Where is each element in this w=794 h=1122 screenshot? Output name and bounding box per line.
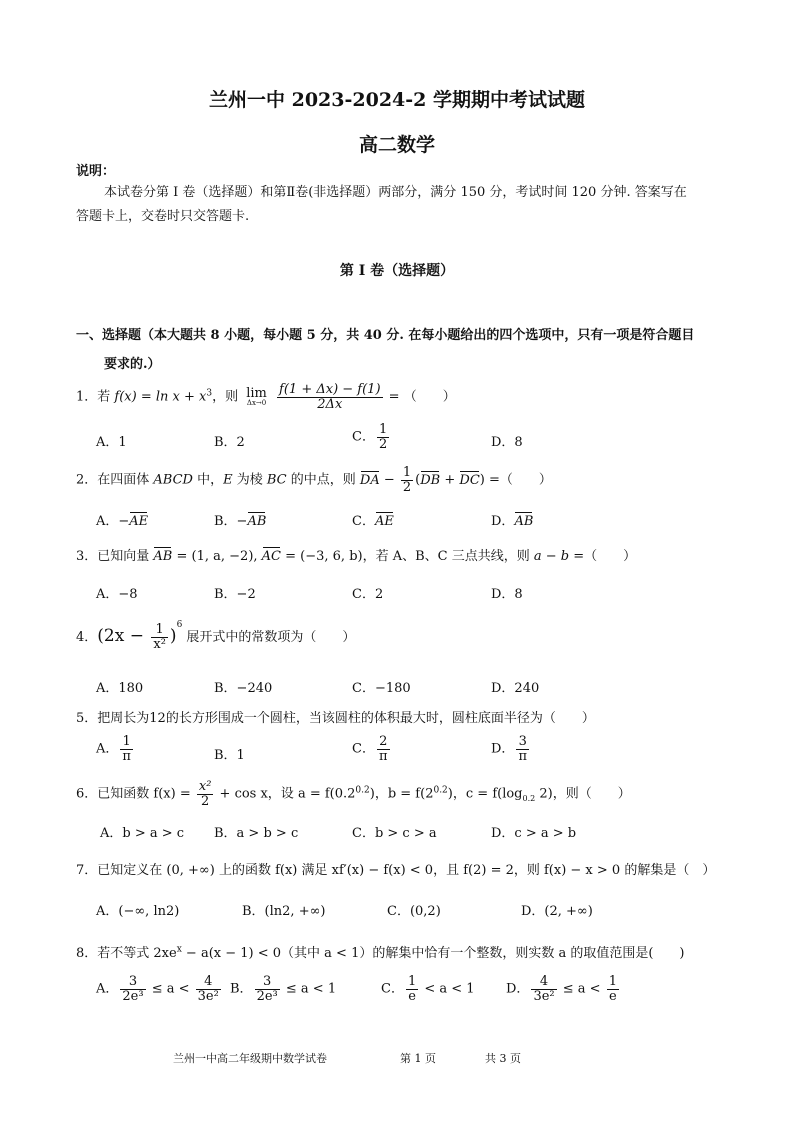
question-6: 6．已知函数 f(x) = $\frac{\text{x²}}{2}$ + cos x，设 $a = f(0.2^{0.2})$，$b = f(2^{0.2})$，$c = f(\log_{0.2}$ 2)，则（ ）: [76, 779, 631, 809]
q2-option-c[interactable]: C．AE: [352, 514, 394, 529]
q4-option-a[interactable]: A．180: [96, 681, 144, 696]
q7-option-a[interactable]: A．(−∞, ln2): [96, 904, 180, 919]
q3-option-c[interactable]: C．2: [352, 587, 384, 602]
q1-option-c[interactable]: C． $\frac{1}{2}$: [352, 422, 388, 452]
question-7: 7．已知定义在 (0, +∞) 上的函数 f(x) 满足 xf′(x) − f(x) < 0，且 f(2) = 2，则 f(x) − x > 0 的解集是（ ）: [76, 863, 716, 878]
q7-option-b[interactable]: B．(ln2, +∞): [242, 904, 326, 919]
q6-option-d[interactable]: D．c > a > b: [491, 826, 577, 841]
q7-option-d[interactable]: D．(2, +∞): [521, 904, 593, 919]
q2-option-a[interactable]: A．−AE: [96, 514, 149, 529]
part-1-title: 第 I 卷（选择题）: [339, 263, 455, 279]
q3-option-b[interactable]: B．−2: [214, 587, 256, 602]
section-1-line-1: 一、选择题（本大题共 8 小题，每小题 5 分，共 40 分. 在每小题给出的四个选项中，只有一项是符合题目: [76, 328, 695, 343]
q1-option-d[interactable]: D．8: [491, 435, 523, 450]
q5-option-d[interactable]: D． $\frac{3}{\pi}$: [491, 734, 527, 764]
question-4: 4．(2x − $\frac{1}{\text{x²}}$ )$^6$ 展开式中的常数项为（ ）: [76, 620, 356, 652]
q7-option-c[interactable]: C．(0,2): [387, 904, 441, 919]
question-2: 2．在四面体 ABCD 中，E 为棱 BC 的中点，则 DA − $\frac{1}{2}$ (DB + DC) =（ ）: [76, 465, 552, 495]
q1-option-b[interactable]: B．2: [214, 435, 245, 450]
q5-option-a[interactable]: A． $\frac{1}{\pi}$: [96, 734, 131, 764]
q2-option-b[interactable]: B．−AB: [214, 514, 267, 529]
exam-subtitle: 高二数学: [358, 134, 435, 156]
q6-option-b[interactable]: B．a > b > c: [214, 826, 299, 841]
q8-option-b[interactable]: B． $\frac{3}{\text{2e³}}$ ≤ a < 1: [230, 974, 337, 1004]
q4-option-b[interactable]: B．−240: [214, 681, 273, 696]
notes-line-2: 答题卡上，交卷时只交答题卡.: [76, 209, 250, 224]
footer-exam-name: 兰州一中高二年级期中数学试卷: [173, 1052, 327, 1065]
notes-line-1: 本试卷分第 I 卷（选择题）和第Ⅱ卷(非选择题）两部分，满分 150 分，考试时间 120 分钟. 答案写在: [104, 185, 687, 200]
q6-option-c[interactable]: C．b > c > a: [352, 826, 437, 841]
q5-option-b[interactable]: B．1: [214, 748, 245, 763]
q5-option-c[interactable]: C． $\frac{2}{\pi}$: [352, 734, 388, 764]
question-3: 3．已知向量 AB = (1, a, −2), AC = (−3, 6, b)，若 A、B、C 三点共线，则 a − b =（ ）: [76, 549, 637, 564]
footer-total-pages: 共 3 页: [485, 1052, 521, 1065]
q8-option-a[interactable]: A． $\frac{3}{\text{2e³}}$ ≤ a < $\frac{4}{\text{3e²}}$: [96, 974, 219, 1004]
exam-title: 兰州一中 2023-2024-2 学期期中考试试题: [209, 89, 585, 111]
footer-page-number: 第 1 页: [400, 1052, 436, 1065]
q1-option-a[interactable]: A．1: [96, 435, 127, 450]
q8-option-d[interactable]: D． $\frac{4}{\text{3e²}}$ ≤ a < $\frac{1}{e}$: [506, 974, 617, 1004]
q8-option-c[interactable]: C． $\frac{1}{e}$ < a < 1: [381, 974, 475, 1004]
question-1: 1．若 $f(x) = \ln x + x^3$，则 lim Δx→0 $\frac{f(1 + \Delta x) - f(1)}{2\Delta x}$ = （ ）: [76, 382, 456, 412]
q2-option-d[interactable]: D．AB: [491, 514, 534, 529]
question-5: 5．把周长为12的长方形围成一个圆柱，当该圆柱的体积最大时，圆柱底面半径为（ ）: [76, 711, 595, 726]
q6-option-a[interactable]: A．b > a > c: [100, 826, 185, 841]
question-8: 8．若不等式 $2xe^x - a(x - 1) < 0$（其中 a < 1）的解集中恰有一个整数，则实数 a 的取值范围是( ): [76, 944, 685, 961]
notes-label: 说明：: [76, 164, 116, 179]
q3-option-a[interactable]: A．−8: [96, 587, 138, 602]
q4-option-d[interactable]: D．240: [491, 681, 540, 696]
section-1-line-2: 要求的.）: [104, 357, 161, 372]
q3-option-d[interactable]: D．8: [491, 587, 523, 602]
q4-option-c[interactable]: C．−180: [352, 681, 411, 696]
